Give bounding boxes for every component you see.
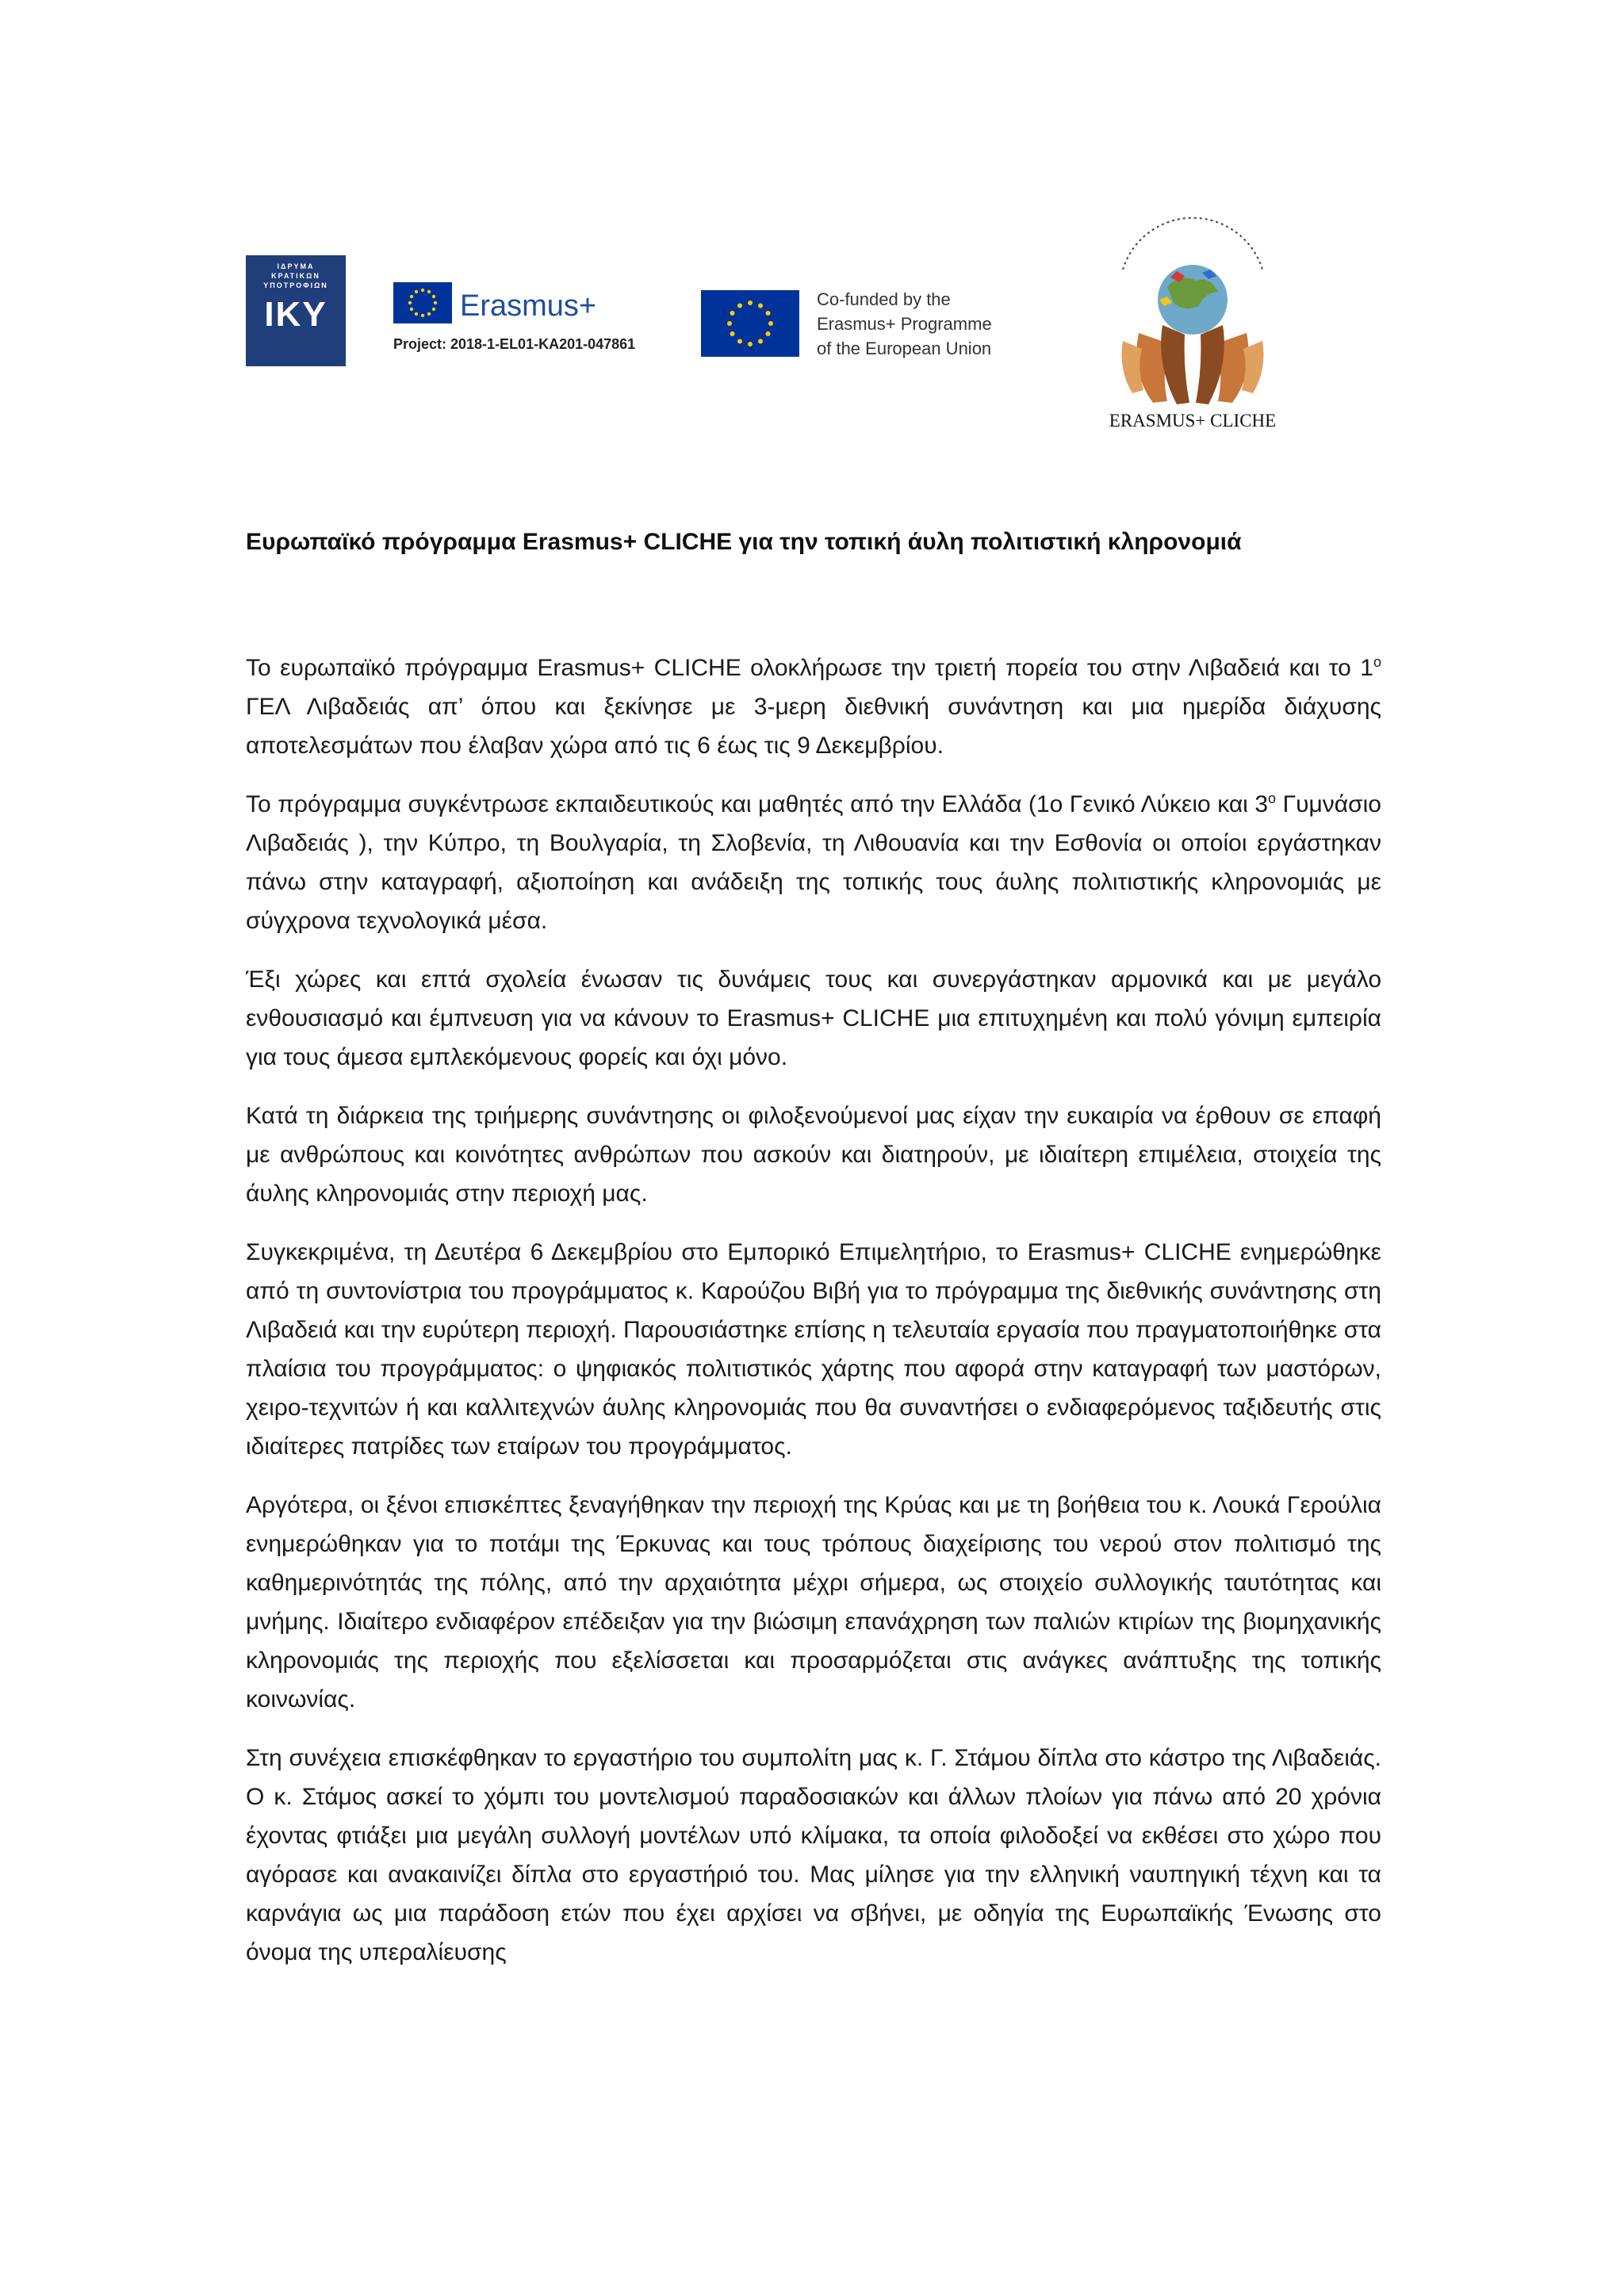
paragraph [246,649,1381,765]
hands-globe-icon [1091,214,1294,412]
cofunded-text: Co-funded by the Erasmus+ Programme of the European Union [817,289,992,358]
eu-flag-icon [393,282,452,323]
paragraph: Έξι χώρες και επτά σχολεία ένωσαν τις δυνάμεις τους και συνεργάστηκαν αρμονικά και με μεγάλο ενθουσιασμό και έμπνευση για να κάνουν το Erasmus+ CLICHE μια επιτυχημένη και πολύ γόνιμη εμπειρία για τους άμεσα εμπλεκόμενους φορείς και όχι μόνο. [246,966,1381,1070]
paragraph: Στη συνέχεια επισκέφθηκαν το εργαστήριο του συμπολίτη μας κ. Γ. Στάμου δίπλα στο κάστρο της Λιβαδειάς. Ο κ. Στάμος ασκεί το χόμπι του μοντελισμού παραδοσιακών και άλλων πλοίων για πάνω από 20 χρόνια έχοντας φτιάξει μια μεγάλη συλλογή μοντέλων υπό κλίμακα, τα οποία φιλοδοξεί να εκθέσει στο χώρο που αγόρασε και ανακαινίζει δίπλα στο εργαστήριό του. Μας μίλησε για την ελληνική ναυπηγική τέχνη και τα καρνάγια ως μια παράδοση ετών που έχει αρχίσει να σβήνει, με οδηγία της Ευρωπαϊκής Ένωσης στο όνομα της υπεραλίευσης [246,1745,1381,1965]
paragraph-text: Το πρόγραμμα συγκέντρωσε εκπαιδευτικούς και μαθητές από την Ελλάδα (1ο Γενικό Λύκειο και 3 [246,791,1269,817]
document-body [246,649,1381,1992]
paragraph: Συγκεκριμένα, τη Δευτέρα 6 Δεκεμβρίου στο Εμπορικό Επιμελητήριο, το Erasmus+ CLICHE ενημερώθηκε από τη συντονίστρια του προγράμματος κ. Καρούζου Βιβή για το πρόγραμμα της διεθνικής συνάντησης στη Λιβαδειά και την ευρύτερη περιοχή. Παρουσιάστηκε επίσης η τελευταία εργασία που πραγματοποιήθηκε στα πλαίσια του προγράμματος: ο ψηφιακός πολιτιστικός χάρτης που αφορά στην καταγραφή των μαστόρων, χειρο-τεχνιτών ή και καλλιτεχνών άυλης κληρονομιάς που θα συναντήσει ο ενδιαφερόμενος ταξιδευτής στις ιδιαίτερες πατρίδες των εταίρων του προγράμματος. [246,1239,1381,1460]
ordinal-superscript: ο [1373,654,1381,670]
paragraph [246,785,1381,940]
paragraph-text: Το ευρωπαϊκό πρόγραμμα Erasmus+ CLICHE ολοκλήρωσε την τριετή πορεία του στην Λιβαδειά και το 1 [246,655,1373,681]
erasmus-brand-text: Erasmus+ [460,289,597,323]
iky-logo-title: IKY [264,295,327,334]
cliche-logo [1091,214,1294,436]
eu-stars-icon [393,282,452,323]
erasmus-logo [393,279,655,366]
project-code: Project: 2018-1-EL01-KA201-047861 [393,336,636,352]
paragraph: Κατά τη διάρκεια της τριήμερης συνάντησης οι φιλοξενούμενοί μας είχαν την ευκαιρία να έρθουν σε επαφή με ανθρώπους και κοινότητες ανθρώπων που ασκούν και διατηρούν, με ιδιαίτερη επιμέλεια, στοιχεία της άυλης κληρονομιάς στην περιοχή μας. [246,1103,1381,1207]
cliche-caption: ERASMUS+ CLICHE [1109,411,1277,430]
ordinal-superscript: ο [1268,790,1277,806]
paragraph-text: ΓΕΛ Λιβαδειάς απ’ όπου και ξεκίνησε με 3-μερη διεθνική συνάντηση και μια ημερίδα διάχυσης αποτελεσμάτων που έλαβαν χώρα από τις 6 έως τις 9 Δεκεμβρίου. [246,694,1381,759]
iky-logo-subtitle: ΙΔΡΥΜΑ ΚΡΑΤΙΚΩΝ ΥΠΟΤΡΟΦΙΩΝ [263,262,328,289]
iky-logo [246,255,346,366]
paragraph: Αργότερα, οι ξένοι επισκέπτες ξεναγήθηκαν την περιοχή της Κρύας και με τη βοήθεια του κ. Λουκά Γερούλια ενημερώθηκαν για το ποτάμι της Έρκυνας και τους τρόπους διαχείρισης του νερού στον πολιτισμό της καθημερινότητάς της πόλης, από την αρχαιότητα μέχρι σήμερα, ως στοιχείο συλλογικής ταυτότητας και μνήμης. Ιδιαίτερο ενδιαφέρον επέδειξαν για την βιώσιμη επανάχρηση των παλιών κτιρίων της βιομηχανικής κληρονομιάς της περιοχής που εξελίσσεται και προσαρμόζεται στις ανάγκες ανάπτυξης της τοπικής κοινωνίας. [246,1492,1381,1712]
cofunded-logo [701,285,1050,365]
paragraph-text: Γυμνάσιο Λιβαδειάς ), την Κύπρο, τη Βουλγαρία, τη Σλοβενία, τη Λιθουανία και την Εσθονία οι οποίοι εργάστηκαν πάνω στην καταγραφή, αξιοποίηση και ανάδειξη της τοπικής τους άυλης πολιτιστικής κληρονομιάς με σύγχρονα τεχνολογικά μέσα. [246,791,1381,934]
document-title: Ευρωπαϊκό πρόγραμμα Erasmus+ CLICHE για την τοπική άυλη πολιτιστική κληρονομιά [246,529,1242,555]
eu-stars-icon [701,290,799,357]
eu-flag-icon [701,290,799,357]
